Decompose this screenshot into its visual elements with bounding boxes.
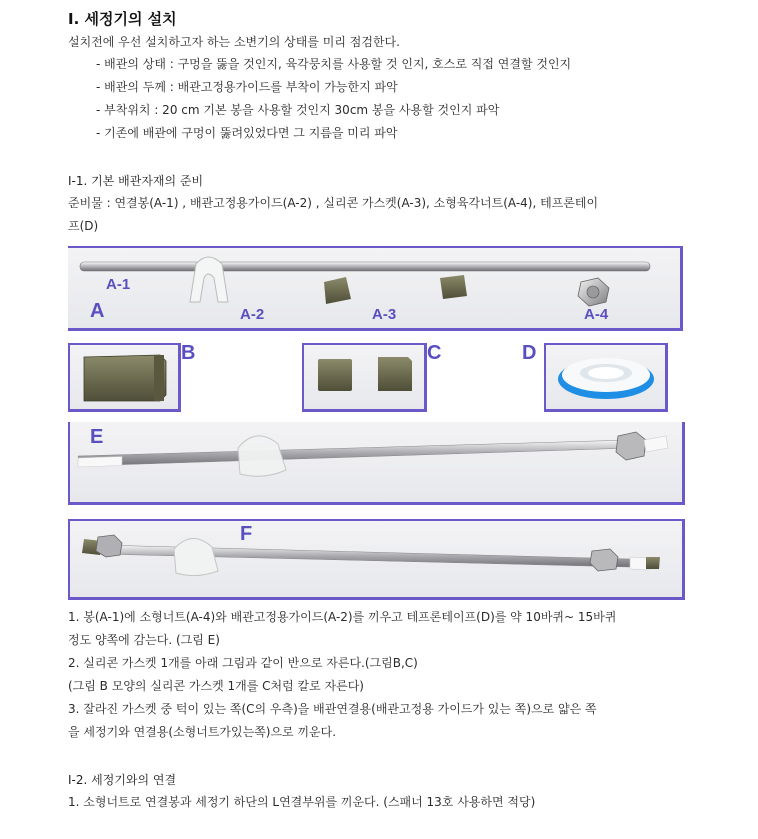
figure-f-panel [68,519,685,600]
bullet-item: - 부착위치 : 20 cm 기본 봉을 사용할 것인지 30cm 봉을 사용할 것인지 파악 [96,103,500,117]
figure-label-c: C [427,342,442,364]
section-title: I. 세정기의 설치 [68,10,177,28]
step-text: 을 세정기와 연결용(소형너트가있는쪽)으로 끼운다. [68,725,337,739]
figure-label-a3: A-3 [372,306,397,323]
bullet-item: - 배관의 두께 : 배관고정용가이드를 부착이 가능한지 파악 [96,80,398,94]
step-text: 1. 봉(A-1)에 소형너트(A-4)와 배관고정용가이드(A-2)를 끼우고 테프론테이프(D)를 약 10바퀴~ 15바퀴 [68,610,617,624]
figure-label-f: F [240,523,253,545]
figure-label-a1: A-1 [106,276,131,293]
figure-label-e: E [90,426,104,448]
figure-label-a: A [90,300,105,322]
assembly-f-illustration [70,521,682,597]
materials-text-cont: 프(D) [68,219,99,233]
step-text: 2. 실리콘 가스켓 1개를 아래 그림과 같이 반으로 자른다.(그림B,C) [68,656,418,670]
figure-a-panel [68,246,683,331]
figure-label-a4: A-4 [584,306,609,323]
gasket-b-illustration [70,345,178,409]
subsection-title: I-1. 기본 배관자재의 준비 [68,174,204,188]
bullet-item: - 기존에 배관에 구멍이 뚫려있었다면 그 지름을 미리 파악 [96,126,398,140]
subsection-title: I-2. 세정기와의 연결 [68,773,177,787]
bullet-item: - 배관의 상태 : 구멍을 뚫을 것인지, 육각뭉치를 사용할 것 인지, 호스로 직접 연결할 것인지 [96,57,572,71]
step-text: 3. 잘라진 가스켓 중 턱이 있는 쪽(C의 우측)을 배관연결용(배관고정용 가이드가 있는 쪽)으로 얇은 쪽 [68,702,597,716]
gasket-c-illustration [304,345,424,409]
step-text: (그림 B 모양의 실리콘 가스켓 1개를 C처럼 칼로 자른다) [68,679,364,693]
step-text: 1. 소형너트로 연결봉과 세정기 하단의 L연결부위를 끼운다. (스패너 13호 사용하면 적당) [68,795,536,809]
figure-e-panel [68,422,685,505]
figure-d-panel [544,343,668,412]
step-text: 정도 양쪽에 감는다. (그림 E) [68,633,220,647]
assembly-e-illustration [70,422,682,502]
figure-label-b: B [181,342,196,364]
intro-text: 설치전에 우선 설치하고자 하는 소변기의 상태를 미리 점검한다. [68,35,400,49]
figure-c-panel [302,343,427,412]
teflon-tape-illustration [546,345,665,409]
figure-b-panel [68,343,181,412]
figure-label-a2: A-2 [240,306,265,323]
materials-text: 준비물 : 연결봉(A-1) , 배관고정용가이드(A-2) , 실리콘 가스켓(A-3), 소형육각너트(A-4), 테프론테이 [68,196,599,210]
figure-label-d: D [522,342,537,364]
